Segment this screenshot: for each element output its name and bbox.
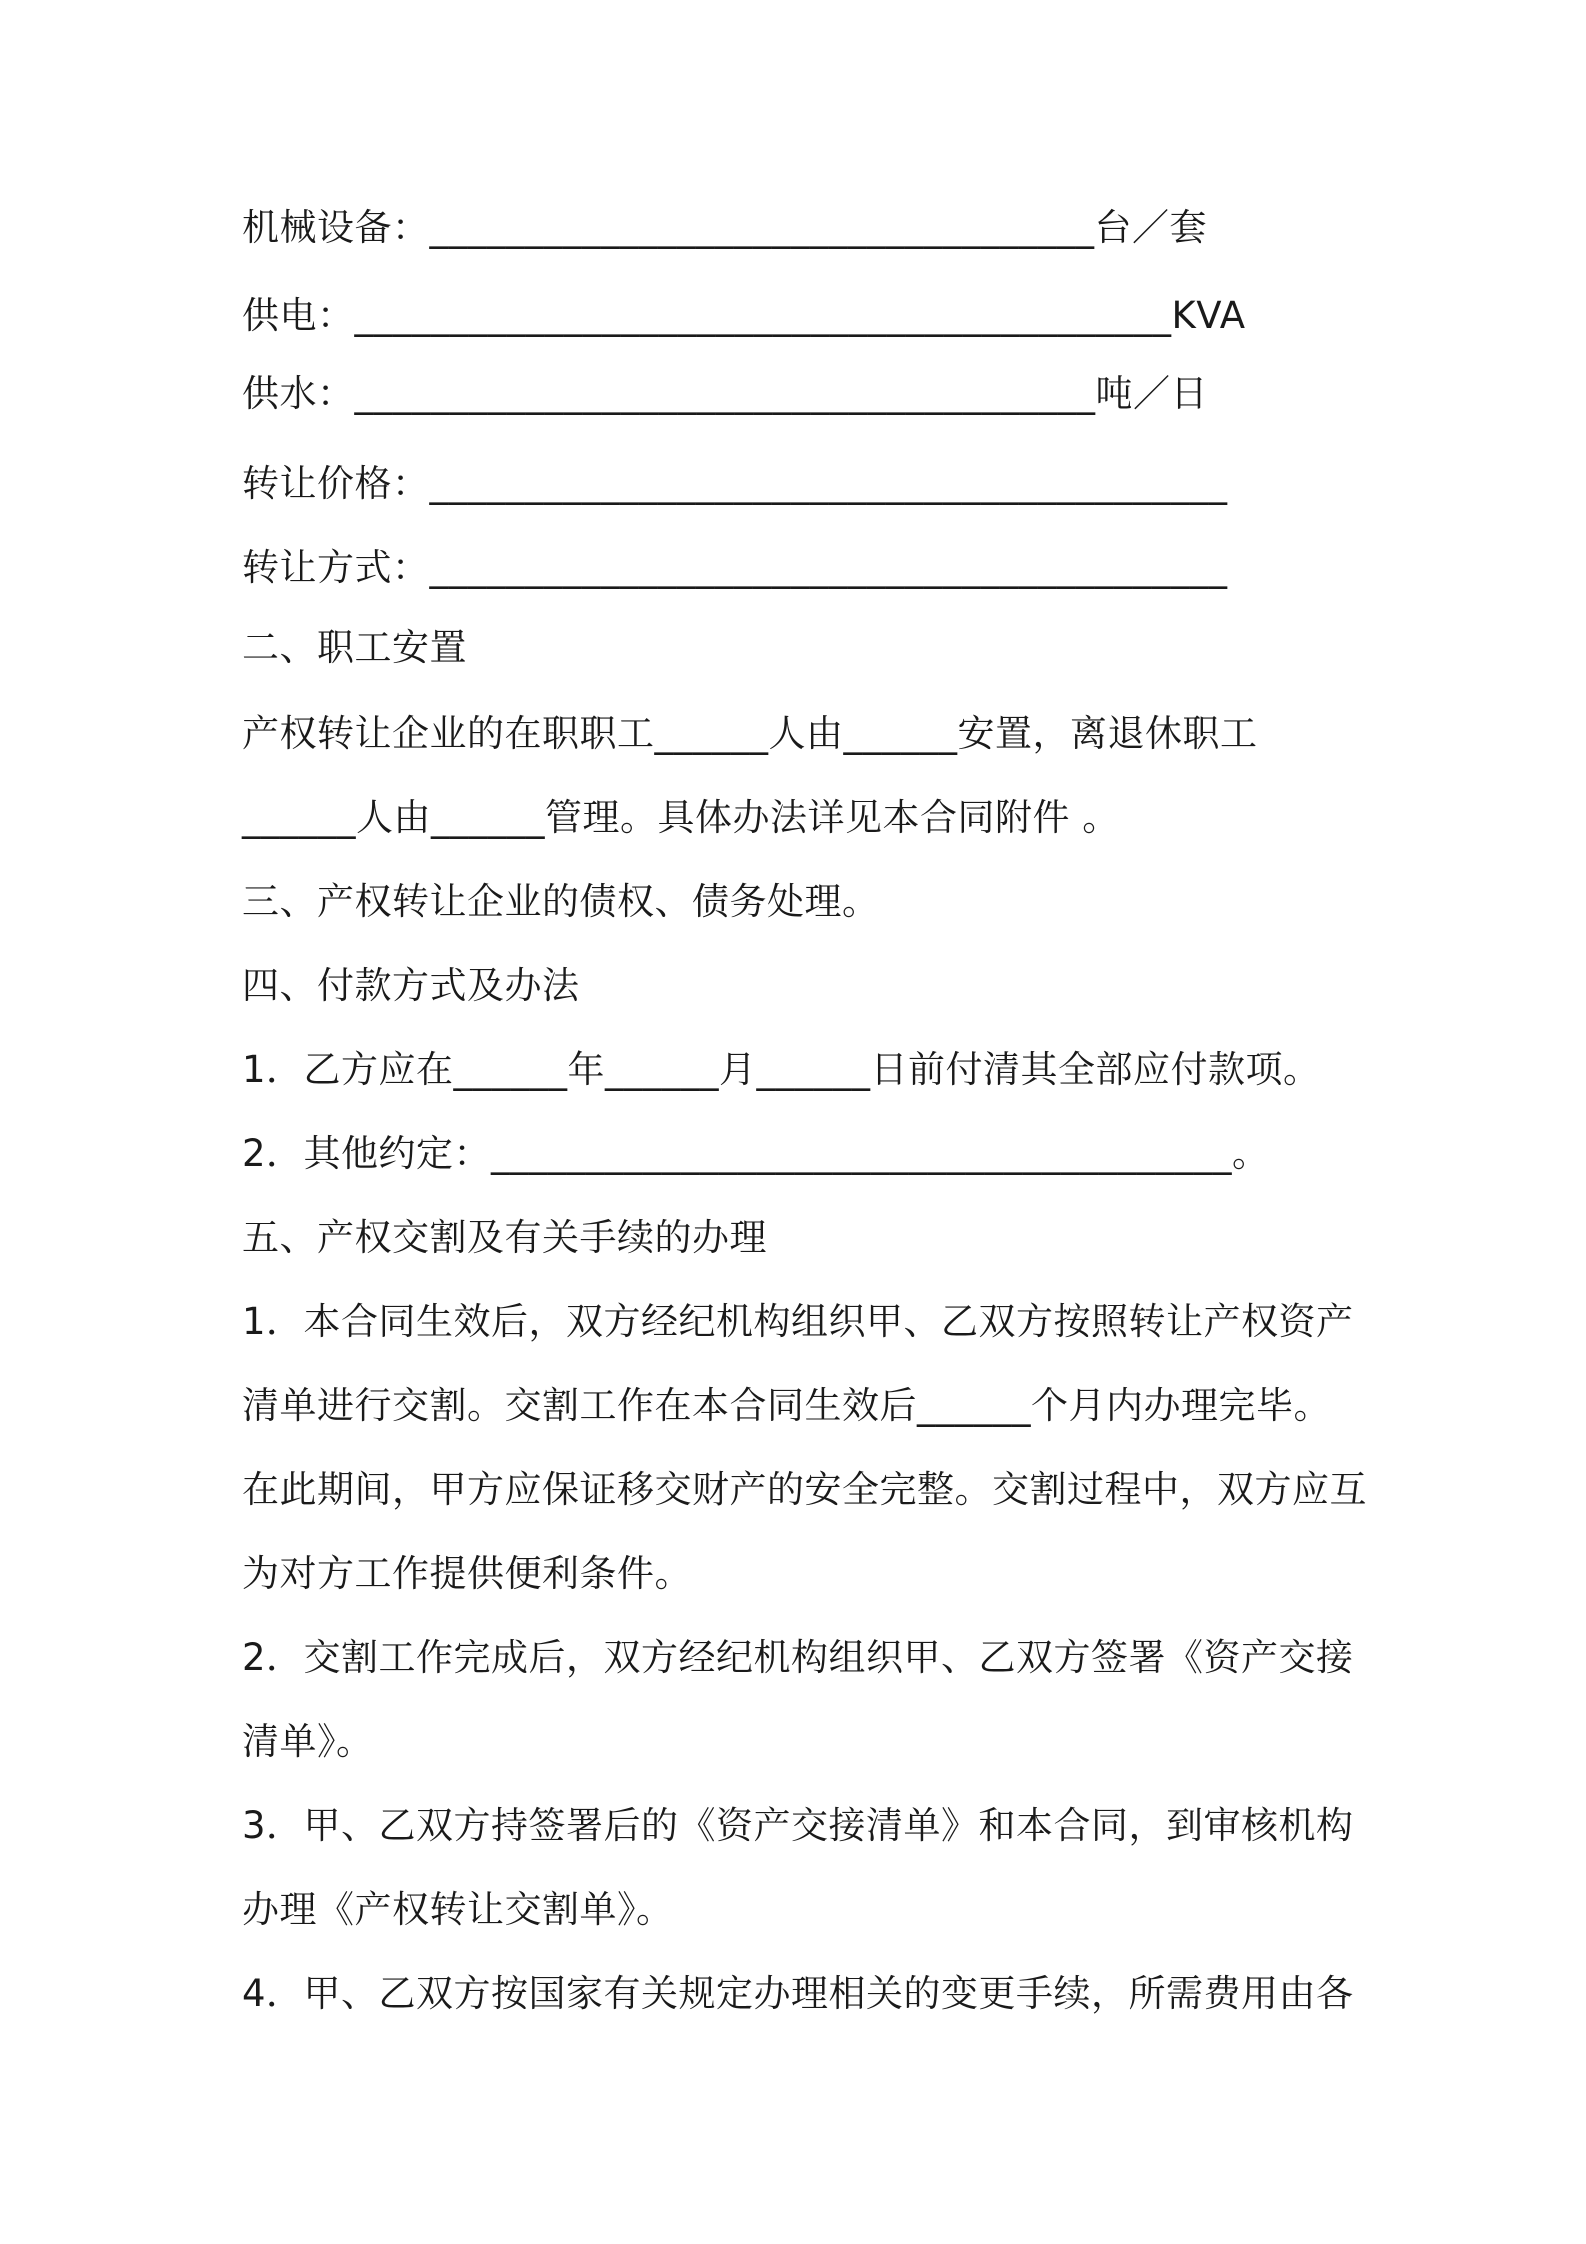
section-heading-5: 五、产权交割及有关手续的办理 <box>242 1216 767 1259</box>
clause-line: 2．交割工作完成后，双方经纪机构组织甲、乙双方签署《资产交接 <box>242 1636 1354 1679</box>
clause-line: 1．乙方应在______年______月______日前付清其全部应付款项。 <box>242 1048 1321 1091</box>
clause-line: 在此期间，甲方应保证移交财产的安全完整。交割过程中，双方应互 <box>242 1468 1367 1511</box>
clause-line: 2．其他约定：_______________________________________。 <box>242 1132 1270 1175</box>
clause-line: 1．本合同生效后，双方经纪机构组织甲、乙双方按照转让产权资产 <box>242 1300 1354 1343</box>
paragraph-line: 产权转让企业的在职职工______人由______安置，离退休职工 <box>242 712 1258 755</box>
paragraph-line: ______人由______管理。具体办法详见本合同附件 。 <box>242 796 1120 839</box>
section-heading-3: 三、产权转让企业的债权、债务处理。 <box>242 880 880 923</box>
clause-line: 办理《产权转让交割单》。 <box>242 1888 674 1931</box>
field-transfer-method: 转让方式：__________________________________________ <box>242 546 1228 589</box>
clause-line: 清单进行交割。交割工作在本合同生效后______个月内办理完毕。 <box>242 1384 1331 1427</box>
section-heading-2: 二、职工安置 <box>242 626 467 669</box>
section-heading-4: 四、付款方式及办法 <box>242 964 580 1007</box>
field-machinery: 机械设备：___________________________________台／套 <box>242 206 1207 249</box>
clause-line: 4．甲、乙双方按国家有关规定办理相关的变更手续，所需费用由各 <box>242 1972 1354 2015</box>
field-transfer-price: 转让价格：__________________________________________ <box>242 462 1228 505</box>
clause-line: 清单》。 <box>242 1720 374 1763</box>
clause-line: 3．甲、乙双方持签署后的《资产交接清单》和本合同，到审核机构 <box>242 1804 1354 1847</box>
field-water-supply: 供水：_______________________________________吨／日 <box>242 372 1208 415</box>
clause-line: 为对方工作提供便利条件。 <box>242 1552 692 1595</box>
field-power-supply: 供电：___________________________________________KVA <box>242 294 1246 337</box>
